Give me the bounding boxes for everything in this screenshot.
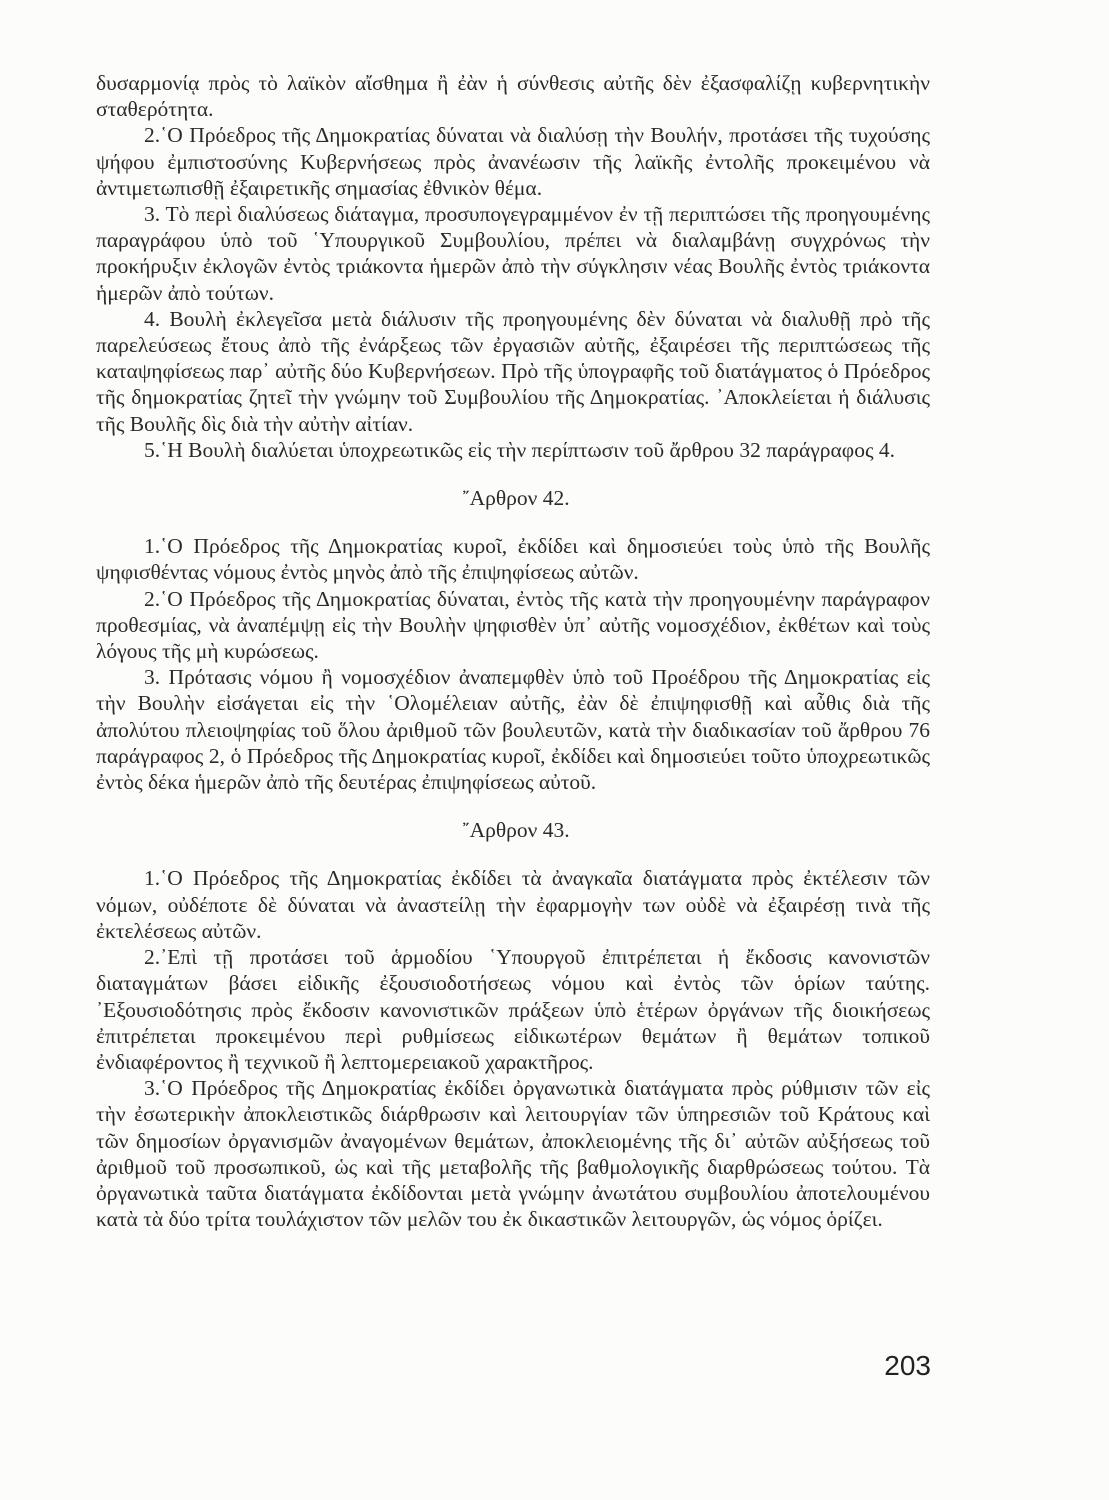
page-number: 203	[884, 1350, 931, 1381]
paragraph: 2.῾Ο Πρόεδρος τῆς Δημοκρατίας δύναται, ἐντὸς τῆς κατὰ τὴν προηγουμένην παράγραφον προθεσμίας, νὰ ἀναπέμψῃ εἰς τὴν Βουλὴν ψηφισθὲν ὑπ᾽ αὐτῆς νομοσχέδιον, ἐκθέτων καὶ τοὺς λόγους τῆς μὴ κυρώσεως.	[96, 586, 930, 664]
paragraph: 5.῾Η Βουλὴ διαλύεται ὑποχρεωτικῶς εἰς τὴν περίπτωσιν τοῦ ἄρθρου 32 παράγραφος 4.	[144, 437, 895, 462]
paragraph: 4. Βουλὴ ἐκλεγεῖσα μετὰ διάλυσιν τῆς προηγουμένης δὲν δύναται νὰ διαλυθῇ πρὸ τῆς παρελεύσεως ἔτους ἀπὸ τῆς ἐνάρξεως τῶν ἐργασιῶν αὐτῆς, ἐξαιρέσει τῆς περιπτώσεως τῆς καταψηφίσεως παρ᾽ αὐτῆς δύο Κυβερνήσεων. Πρὸ τῆς ὑπογραφῆς τοῦ διατάγματος ὁ Πρόεδρος τῆς δημοκρατίας ζητεῖ τὴν γνώμην τοῦ Συμβουλίου τῆς Δημοκρατίας. ᾽Αποκλείεται ἡ διάλυσις τῆς Βουλῆς δὶς διὰ τὴν αὐτὴν αἰτίαν.	[96, 306, 930, 436]
paragraph: 2.῾Ο Πρόεδρος τῆς Δημοκρατίας δύναται νὰ διαλύσῃ τὴν Βουλήν, προτάσει τῆς τυχούσης ψήφου ἐμπιστοσύνης Κυβερνήσεως πρὸς ἀνανέωσιν τῆς λαϊκῆς ἐντολῆς προκειμένου νὰ ἀντιμετωπισθῇ ἐξαιρετικῆς σημασίας ἐθνικὸν θέμα.	[96, 123, 930, 200]
paragraph: 1.῾Ο Πρόεδρος τῆς Δημοκρατίας κυροῖ, ἐκδίδει καὶ δημοσιεύει τοὺς ὑπὸ τῆς Βουλῆς ψηφισθέντας νόμους ἐντὸς μηνὸς ἀπὸ τῆς ἐπιψηφίσεως αὐτῶν.	[96, 534, 930, 585]
article-heading: ῎Αρθρον 43.	[462, 818, 570, 843]
paragraph-continuation: δυσαρμονίᾳ πρὸς τὸ λαϊκὸν αἴσθημα ἢ ἐὰν ἡ σύνθεσις αὐτῆς δὲν ἐξασφαλίζῃ κυβερνητικὴν σταθερότητα.	[96, 71, 930, 122]
paragraph: 3. Τὸ περὶ διαλύσεως διάταγμα, προσυπογεγραμμένον ἐν τῇ περιπτώσει τῆς προηγουμένης παραγράφου ὑπὸ τοῦ ῾Υπουργικοῦ Συμβουλίου, πρέπει νὰ διαλαμβάνῃ συγχρόνως τὴν προκήρυξιν ἐκλογῶν ἐντὸς τριάκοντα ἡμερῶν ἀπὸ τὴν σύγκλησιν νέας Βουλῆς ἐντὸς τριάκοντα ἡμερῶν ἀπὸ τούτων.	[96, 202, 930, 305]
paragraph: 3. Πρότασις νόμου ἢ νομοσχέδιον ἀναπεμφθὲν ὑπὸ τοῦ Προέδρου τῆς Δημοκρατίας εἰς τὴν Βουλὴν εἰσάγεται εἰς τὴν ῾Ολομέλειαν αὐτῆς, ἐὰν δὲ ἐπιψηφισθῇ καὶ αὖθις διὰ τῆς ἀπολύτου πλειοψηφίας τοῦ ὅλου ἀριθμοῦ τῶν βουλευτῶν, κατὰ τὴν διαδικασίαν τοῦ ἄρθρου 76 παράγραφος 2, ὁ Πρόεδρος τῆς Δημοκρατίας κυροῖ, ἐκδίδει καὶ δημοσιεύει τοῦτο ὑποχρεωτικῶς ἐντὸς δέκα ἡμερῶν ἀπὸ τῆς δευτέρας ἐπιψηφίσεως αὐτοῦ.	[96, 665, 930, 795]
body-text	[96, 70, 930, 1232]
paragraph: 2.᾽Επὶ τῇ προτάσει τοῦ ἁρμοδίου ῾Υπουργοῦ ἐπιτρέπεται ἡ ἔκδοσις κανονιστῶν διαταγμάτων βάσει εἰδικῆς ἐξουσιοδοτήσεως νόμου καὶ ἐντὸς τῶν ὁρίων ταύτης. ᾽Εξουσιοδότησις πρὸς ἔκδοσιν κανονιστικῶν πράξεων ὑπὸ ἑτέρων ὀργάνων τῆς διοικήσεως ἐπιτρέπεται προκειμένου περὶ ρυθμίσεως εἰδικωτέρων θεμάτων ἢ θεμάτων τοπικοῦ ἐνδιαφέροντος ἢ τεχνικοῦ ἢ λεπτομερειακοῦ χαρακτῆρος.	[96, 945, 930, 1074]
article-heading: ῎Αρθρον 42.	[462, 486, 570, 511]
paragraph: 1.῾Ο Πρόεδρος τῆς Δημοκρατίας ἐκδίδει τὰ ἀναγκαῖα διατάγματα πρὸς ἐκτέλεσιν τῶν νόμων, οὐδέποτε δὲ δύναται νὰ ἀναστείλῃ τὴν ἐφαρμογὴν των οὐδὲ νὰ ἐξαιρέσῃ τινὰ τῆς ἐκτελέσεως αὐτῶν.	[96, 866, 930, 943]
paragraph: 3.῾Ο Πρόεδρος τῆς Δημοκρατίας ἐκδίδει ὀργανωτικὰ διατάγματα πρὸς ρύθμισιν τῶν εἰς τὴν ἐσωτερικὴν ἀποκλειστικῶς διάρθρωσιν καὶ λειτουργίαν τῶν ὑπηρεσιῶν τοῦ Κράτους καὶ τῶν δημοσίων ὀργανισμῶν ἀναγομένων θεμάτων, ἀποκλειομένης τῆς δι᾽ αὐτῶν αὐξήσεως τοῦ ἀριθμοῦ τοῦ προσωπικοῦ, ὡς καὶ τῆς μεταβολῆς τῆς βαθμολογικῆς διαρθρώσεως τούτου. Τὰ ὀργανωτικὰ ταῦτα διατάγματα ἐκδίδονται μετὰ γνώμην ἀνωτάτου συμβουλίου ἀποτελουμένου κατὰ τὰ δύο τρίτα τουλάχιστον τῶν μελῶν του ἐκ δικαστικῶν λειτουργῶν, ὡς νόμος ὁρίζει.	[96, 1076, 930, 1232]
